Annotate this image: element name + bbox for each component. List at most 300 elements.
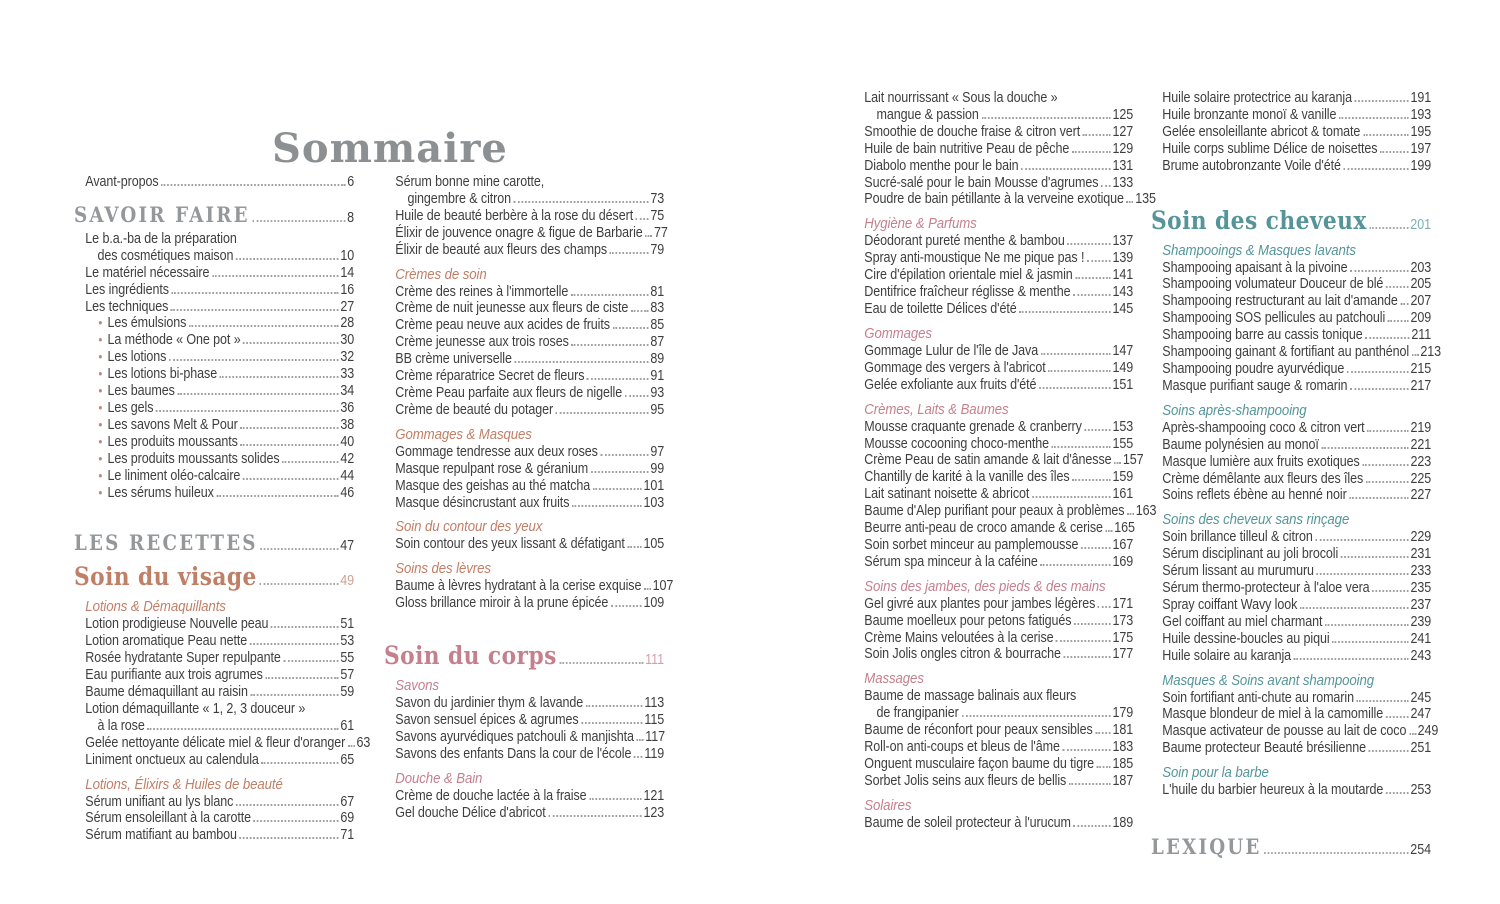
- bullet-icon: •: [98, 467, 103, 483]
- entry-label: Crème peau neuve aux acides de fruits: [395, 317, 610, 334]
- dot-leader: [1062, 749, 1110, 751]
- page-number: 57: [340, 667, 355, 684]
- toc-entry: [1151, 597, 1431, 614]
- toc-column-1: [74, 174, 371, 844]
- toc-entry: [853, 596, 1133, 613]
- toc-entry: [853, 419, 1133, 436]
- entry-label: Shampooings & Masques lavants: [1162, 241, 1356, 259]
- dot-leader: [961, 715, 1110, 717]
- entry-label: Gel coiffant au miel charmant: [1162, 613, 1323, 630]
- page-number: 67: [340, 793, 355, 810]
- entry-label: Dentifrice fraîcheur réglisse & menthe: [864, 284, 1071, 301]
- dot-leader: [627, 546, 641, 548]
- page-number: 40: [340, 433, 355, 450]
- toc-entry: [1151, 260, 1431, 277]
- entry-label: Le matériel nécessaire: [85, 264, 210, 281]
- toc-entry: [1151, 90, 1431, 107]
- entry-label: Eau purifiante aux trois agrumes: [85, 667, 263, 684]
- dot-leader: [1332, 641, 1409, 643]
- dot-leader: [1067, 243, 1110, 245]
- page-number: 27: [340, 298, 355, 315]
- page-number: 237: [1410, 596, 1432, 613]
- dot-leader: [260, 548, 338, 550]
- page-number: 139: [1112, 250, 1134, 267]
- dot-leader: [1021, 168, 1111, 170]
- toc-subsection-heading: [1151, 764, 1431, 781]
- page-number: 77: [653, 224, 668, 241]
- toc-subsection-heading: [1151, 511, 1431, 528]
- dot-leader: [171, 309, 339, 311]
- toc-entry-bullet: [74, 468, 354, 485]
- toc-entry: [1151, 580, 1431, 597]
- dot-leader: [514, 361, 648, 363]
- dot-leader: [1084, 429, 1110, 431]
- dot-leader: [1127, 513, 1134, 515]
- page-number: 85: [650, 317, 665, 334]
- page-number: 47: [340, 538, 355, 555]
- toc-subsection-heading: [384, 677, 664, 694]
- dot-leader: [177, 393, 338, 395]
- entry-label: Douche & Bain: [395, 769, 483, 787]
- page-number: 51: [340, 616, 355, 633]
- entry-label: Soin fortifiant anti-chute au romarin: [1162, 689, 1354, 706]
- toc-entry-bullet: [74, 417, 354, 434]
- page-number: 181: [1112, 722, 1134, 739]
- dot-leader: [1072, 151, 1111, 153]
- toc-subsection-heading: [384, 560, 664, 577]
- dot-leader: [1321, 447, 1408, 449]
- dot-leader: [636, 218, 649, 220]
- dot-leader: [1344, 168, 1409, 170]
- entry-label: Chantilly de karité à la vanille des îles: [864, 469, 1070, 486]
- toc-entry-continuation: [74, 248, 354, 265]
- toc-entry: [384, 402, 664, 419]
- toc-entry: [384, 729, 664, 746]
- page-number: 101: [643, 477, 665, 494]
- dot-leader: [1083, 134, 1111, 136]
- toc-entry-bullet: [74, 349, 354, 366]
- entry-label: Les ingrédients: [85, 281, 169, 298]
- entry-label: Les lotions bi-phase: [107, 366, 218, 383]
- dot-leader: [1317, 573, 1409, 575]
- page-number: 95: [650, 401, 665, 418]
- toc-entry: [853, 469, 1133, 486]
- toc-entry: [1151, 471, 1431, 488]
- entry-label: Soin du visage: [74, 562, 257, 592]
- dot-leader: [250, 643, 339, 645]
- dot-leader: [613, 327, 649, 329]
- page-number: 16: [340, 281, 355, 298]
- entry-label: Crème Mains veloutées à la cerise: [864, 629, 1054, 646]
- dot-leader: [283, 660, 338, 662]
- dot-leader: [265, 677, 338, 679]
- toc-subsection-heading: [853, 401, 1133, 418]
- bullet-icon: •: [98, 315, 103, 331]
- dot-leader: [1412, 354, 1419, 356]
- entry-label: Crème de nuit jeunesse aux fleurs de ciste: [395, 300, 629, 317]
- toc-entry: [1151, 740, 1431, 757]
- dot-leader: [1032, 496, 1111, 498]
- entry-label: Les produits moussants: [107, 433, 238, 450]
- toc-entry: [853, 436, 1133, 453]
- entry-label: Shampooing SOS pellicules au patchouli: [1162, 310, 1386, 327]
- entry-label: Les techniques: [85, 298, 169, 315]
- entry-label: L'huile du barbier heureux à la moutarde: [1162, 782, 1384, 799]
- entry-label: Gelée ensoleillante abricot & tomate: [1162, 123, 1361, 140]
- toc-entry: [853, 452, 1144, 469]
- toc-entry: [853, 90, 1133, 107]
- page-number: 73: [650, 190, 665, 207]
- spacer: [74, 501, 354, 519]
- page-number: 81: [650, 283, 665, 300]
- entry-label: Crème de douche lactée à la fraise: [395, 787, 587, 804]
- entry-label: Soins des jambes, des pieds & des mains: [864, 577, 1106, 595]
- toc-entry: [1151, 344, 1442, 361]
- entry-label: Savons: [395, 677, 439, 695]
- entry-label: Lait satinant noisette & abricot: [864, 486, 1030, 503]
- toc-entry: [853, 613, 1133, 630]
- toc-entry: [1151, 293, 1431, 310]
- toc-entry: [74, 299, 354, 316]
- page-number: 161: [1112, 486, 1134, 503]
- dot-leader: [1101, 185, 1111, 187]
- dot-leader: [1075, 277, 1110, 279]
- entry-label: Spray coiffant Wavy look: [1162, 596, 1298, 613]
- toc-entry-bullet: [74, 315, 354, 332]
- page-number: 125: [1112, 106, 1134, 123]
- toc-entry: [384, 317, 664, 334]
- entry-label: Crème Peau parfaite aux fleurs de nigelle: [395, 384, 623, 401]
- entry-label: Huile corps sublime Délice de noisettes: [1162, 140, 1378, 157]
- entry-label: Soin contour des yeux lissant & défatigant: [395, 536, 625, 553]
- toc-entry: [1151, 141, 1431, 158]
- dot-leader: [1097, 766, 1111, 768]
- dot-leader: [348, 745, 355, 747]
- entry-label: Shampooing restructurant au lait d'amande: [1162, 293, 1398, 310]
- entry-label: Gommage des vergers à l'abricot: [864, 359, 1046, 376]
- bullet-icon: •: [98, 433, 103, 449]
- toc-entry: [1151, 706, 1431, 723]
- toc-entry: [853, 756, 1133, 773]
- entry-label: Savon sensuel épices & agrumes: [395, 712, 579, 729]
- entry-label: Soins des lèvres: [395, 560, 491, 578]
- page-number: 83: [650, 300, 665, 317]
- entry-label: Poudre de bain pétillante à la verveine exotique: [864, 191, 1124, 208]
- spacer: [1151, 175, 1431, 199]
- dot-leader: [1048, 370, 1111, 372]
- page-number: 147: [1112, 342, 1134, 359]
- page-number: 34: [340, 383, 355, 400]
- dot-leader: [240, 837, 339, 839]
- entry-label: Les savons Melt & Pour: [107, 416, 238, 433]
- toc-entry: [384, 478, 664, 495]
- dot-leader: [611, 605, 642, 607]
- page-number: 79: [650, 241, 665, 258]
- dot-leader: [1106, 530, 1113, 532]
- toc-entry-continuation: [853, 107, 1133, 124]
- dot-leader: [1098, 606, 1111, 608]
- entry-label: Cire d'épilation orientale miel & jasmin: [864, 267, 1073, 284]
- entry-label: Le liniment oléo-calcaire: [107, 467, 241, 484]
- page-number: 203: [1410, 259, 1432, 276]
- page-number: 225: [1410, 470, 1432, 487]
- toc-subsection-heading: [853, 578, 1133, 595]
- toc-entry: [1151, 614, 1431, 631]
- entry-label: Crème des reines à l'immortelle: [395, 283, 569, 300]
- page-number: 199: [1410, 157, 1432, 174]
- toc-section-heading: [384, 641, 664, 670]
- dot-leader: [243, 478, 339, 480]
- page-number: 61: [340, 717, 355, 734]
- entry-label: Baume de soleil protecteur à l'urucum: [864, 814, 1071, 831]
- toc-entry: [384, 788, 664, 805]
- page-number: 155: [1112, 435, 1134, 452]
- toc-entry: [853, 537, 1133, 554]
- entry-label: LEXIQUE: [1151, 834, 1262, 860]
- page-number: 213: [1420, 344, 1442, 361]
- page-number: 69: [340, 810, 355, 827]
- dot-leader: [625, 395, 649, 397]
- toc-subsection-heading: [384, 266, 664, 283]
- page-number: 119: [644, 745, 665, 762]
- dot-leader: [1315, 539, 1408, 541]
- dot-leader: [1019, 311, 1111, 313]
- page-number: 177: [1112, 646, 1134, 663]
- page-number: 201: [1410, 216, 1432, 233]
- toc-entry: [384, 224, 668, 242]
- dot-leader: [189, 325, 339, 327]
- entry-label: Soin des cheveux: [1151, 205, 1367, 235]
- toc-subsection-heading: [853, 215, 1133, 232]
- page-number: 215: [1410, 360, 1432, 377]
- dot-leader: [1056, 640, 1111, 642]
- toc-entry: [384, 208, 664, 225]
- dot-leader: [254, 820, 339, 822]
- page-number: 229: [1410, 529, 1432, 546]
- page-number: 6: [347, 174, 355, 190]
- entry-label: Smoothie de douche fraise & citron vert: [864, 123, 1081, 140]
- entry-label: Après-shampooing coco & citron vert: [1162, 419, 1365, 436]
- dot-leader: [243, 342, 338, 344]
- toc-entry: [1151, 690, 1431, 707]
- dot-leader: [1041, 353, 1111, 355]
- page-number: 191: [1410, 90, 1432, 106]
- page-number: 109: [643, 595, 665, 612]
- entry-label: Soins après-shampooing: [1162, 401, 1307, 419]
- dot-leader: [1362, 464, 1408, 466]
- entry-label: Onguent musculaire façon baume du tigre: [864, 756, 1095, 772]
- entry-label: Gommage Lulur de l'île de Java: [864, 342, 1039, 359]
- page-number: 171: [1112, 595, 1134, 612]
- page-number: 99: [650, 460, 665, 477]
- bullet-icon: •: [98, 484, 103, 500]
- page-number: 169: [1112, 553, 1134, 570]
- page-number: 251: [1410, 740, 1432, 757]
- page-number: 243: [1410, 647, 1432, 664]
- toc-entry-continuation: [384, 191, 664, 208]
- toc-entry: [74, 794, 354, 811]
- entry-label: Roll-on anti-coups et bleus de l'âme: [864, 739, 1060, 756]
- entry-label: Sérum lissant au murumuru: [1162, 563, 1314, 580]
- toc-entry: [853, 250, 1133, 267]
- toc-entry: [1151, 276, 1431, 293]
- bullet-icon: •: [98, 349, 103, 365]
- entry-label: Shampooing gainant & fortifiant au panthénol: [1162, 344, 1410, 361]
- toc-entry: [1151, 782, 1431, 799]
- dot-leader: [600, 454, 648, 456]
- entry-label: Sérum ensoleillant à la carotte: [85, 810, 252, 827]
- toc-entry: [74, 231, 354, 248]
- toc-column-3: [853, 90, 1157, 832]
- page-number: 103: [643, 494, 665, 511]
- spacer: [384, 612, 664, 634]
- entry-label: Sérum unifiant au lys blanc: [85, 793, 234, 810]
- toc-entry: [384, 242, 664, 259]
- dot-leader: [1363, 134, 1409, 136]
- page-number: 71: [340, 827, 355, 844]
- dot-leader: [559, 662, 643, 664]
- page-number: 28: [340, 315, 355, 332]
- bullet-icon: •: [98, 450, 103, 466]
- entry-label: Huile de bain nutritive Peau de pêche: [864, 140, 1070, 157]
- page-number: 32: [340, 349, 355, 366]
- toc-entry: [853, 267, 1133, 284]
- entry-label: Huile solaire au karanja: [1162, 647, 1292, 664]
- dot-leader: [236, 258, 339, 260]
- page-number: 53: [340, 633, 355, 650]
- page-number: 91: [650, 368, 665, 385]
- entry-label: de frangipanier: [876, 705, 959, 722]
- page-number: 141: [1112, 267, 1134, 284]
- toc-entry: [384, 444, 664, 461]
- entry-label: Brume autobronzante Voile d'été: [1162, 157, 1341, 174]
- page-number: 219: [1410, 419, 1432, 436]
- dot-leader: [1366, 481, 1409, 483]
- entry-label: Crèmes de soin: [395, 265, 487, 283]
- page-number: 113: [644, 695, 665, 712]
- dot-leader: [1339, 117, 1409, 119]
- entry-label: Baume moelleux pour petons fatigués: [864, 612, 1072, 629]
- page-number: 93: [650, 384, 665, 401]
- entry-label: Sucré-salé pour le bain Mousse d'agrumes: [864, 174, 1099, 191]
- entry-label: Élixir de beauté aux fleurs des champs: [395, 241, 608, 258]
- toc-entry: [1151, 124, 1431, 141]
- dot-leader: [240, 444, 338, 446]
- entry-label: Hygiène & Parfums: [864, 215, 977, 233]
- dot-leader: [220, 376, 339, 378]
- toc-entry: [853, 554, 1133, 571]
- entry-label: Masque blondeur de miel à la camomille: [1162, 706, 1384, 723]
- toc-entry-bullet: [74, 332, 354, 349]
- dot-leader: [271, 626, 339, 628]
- entry-label: Sorbet Jolis seins aux fleurs de bellis: [864, 772, 1067, 789]
- dot-leader: [514, 201, 649, 203]
- entry-label: Lotions & Démaquillants: [85, 598, 226, 616]
- page-number: 149: [1112, 359, 1134, 376]
- entry-label: Masques & Soins avant shampooing: [1162, 671, 1375, 689]
- entry-label: Masque désincrustant aux fruits: [395, 494, 570, 511]
- toc-entry: [384, 461, 664, 478]
- toc-entry: [384, 712, 664, 729]
- page-number: 235: [1410, 580, 1432, 597]
- entry-label: BB crème universelle: [395, 351, 512, 368]
- dot-leader: [259, 583, 338, 585]
- entry-label: Déodorant pureté menthe & bambou: [864, 233, 1065, 250]
- toc-entry: [853, 233, 1133, 250]
- toc-section-heading: [1151, 206, 1431, 235]
- toc-entry: [1151, 454, 1431, 471]
- dot-leader: [644, 588, 651, 590]
- page-number: 151: [1112, 376, 1134, 393]
- dot-leader: [645, 235, 652, 237]
- toc-entry: [74, 616, 354, 633]
- dot-leader: [1350, 270, 1409, 272]
- entry-label: Gommages: [864, 324, 932, 342]
- entry-label: mangue & passion: [876, 106, 979, 123]
- toc-part-heading: [74, 530, 354, 555]
- toc-entry: [853, 773, 1133, 790]
- dot-leader: [556, 412, 649, 414]
- toc-entry: [853, 722, 1133, 739]
- toc-entry: [853, 630, 1133, 647]
- dot-leader: [1052, 446, 1111, 448]
- toc-entry: [1151, 327, 1431, 344]
- dot-leader: [1365, 337, 1409, 339]
- entry-label: Élixir de jouvence onagre & figue de Barbarie: [395, 224, 643, 241]
- toc-entry-bullet: [74, 485, 354, 502]
- dot-leader: [1300, 607, 1409, 609]
- entry-label: Baume démaquillant au raisin: [85, 684, 248, 701]
- dot-leader: [1127, 201, 1134, 203]
- dot-leader: [216, 495, 338, 497]
- toc-entry: [1151, 723, 1439, 740]
- toc-subsection-heading: [1151, 672, 1431, 689]
- dot-leader: [1039, 387, 1111, 389]
- bullet-icon: •: [98, 332, 103, 348]
- entry-label: La méthode « One pot »: [107, 332, 241, 349]
- entry-label: Savons des enfants Dans la cour de l'école: [395, 745, 632, 762]
- entry-label: Huile de beauté berbère à la rose du désert: [395, 207, 634, 224]
- toc-entry: [853, 646, 1133, 663]
- entry-label: Soin Jolis ongles citron & bourrache: [864, 646, 1061, 663]
- toc-entry: [853, 739, 1133, 756]
- entry-label: Mousse craquante grenade & cranberry: [864, 418, 1082, 435]
- dot-leader: [1349, 497, 1408, 499]
- dot-leader: [1369, 227, 1408, 229]
- page-number: 42: [340, 450, 355, 467]
- page-number: 129: [1112, 140, 1134, 157]
- page-number: 183: [1112, 739, 1134, 756]
- entry-label: Baume de massage balinais aux fleurs: [864, 688, 1077, 705]
- page-number: 131: [1112, 157, 1134, 174]
- entry-label: Masque activateur de pousse au lait de coco: [1162, 723, 1407, 740]
- entry-label: Baume à lèvres hydratant à la cerise exquise: [395, 578, 642, 595]
- toc-subsection-heading: [74, 776, 354, 793]
- toc-entry: [853, 360, 1133, 377]
- entry-label: Les baumes: [107, 383, 175, 400]
- entry-label: Soin brillance tilleul & citron: [1162, 529, 1313, 546]
- entry-label: Spray anti-moustique Ne me pique pas !: [864, 250, 1085, 267]
- dot-leader: [1388, 320, 1409, 322]
- toc-entry: [384, 805, 664, 822]
- dot-leader: [1081, 547, 1111, 549]
- toc-entry: [1151, 361, 1431, 378]
- entry-label: Huile solaire protectrice au karanja: [1162, 90, 1352, 106]
- page-number: 105: [643, 536, 665, 553]
- toc-entry: [853, 141, 1133, 158]
- entry-label: Le b.a.-ba de la préparation: [85, 230, 237, 247]
- toc-entry: [384, 174, 664, 191]
